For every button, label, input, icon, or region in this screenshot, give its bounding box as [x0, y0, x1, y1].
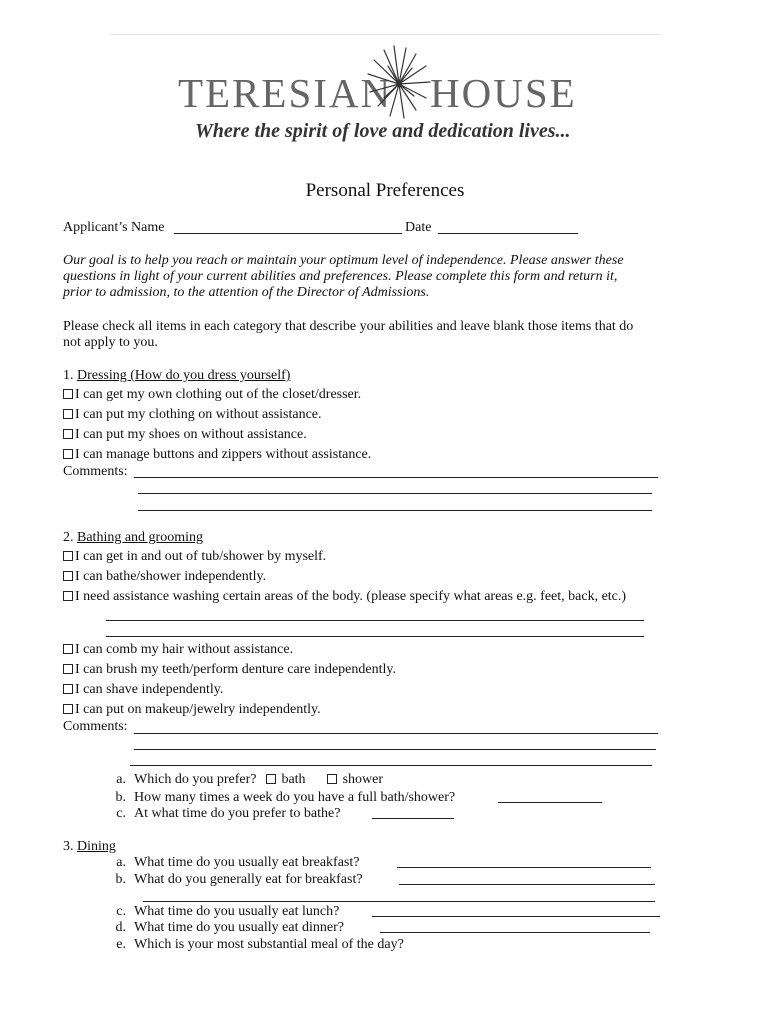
dressing-item-label: I can put my clothing on without assistance. [75, 407, 322, 422]
dining-section-number: 3. [63, 839, 74, 854]
grooming-item-label: I can put on makeup/jewelry independently. [75, 702, 321, 717]
checkbox[interactable] [63, 591, 73, 601]
checkbox[interactable] [63, 409, 73, 419]
shower-checkbox[interactable] [327, 774, 337, 784]
dressing-item[interactable] [63, 406, 322, 423]
dining-question [108, 871, 363, 888]
dressing-section-number: 1. [63, 368, 74, 383]
grooming-item[interactable] [63, 641, 293, 658]
grooming-item-label: I can comb my hair without assistance. [75, 642, 294, 657]
question-text: How many times a week do you have a full bath/shower? [134, 790, 456, 805]
bathing-item-label: I can get in and out of tub/shower by myself. [75, 549, 327, 564]
applicant-name-label: Applicant’s Name [63, 220, 165, 235]
pine-branch-icon [364, 44, 434, 124]
question-label: b. [115, 872, 126, 887]
checkbox[interactable] [63, 644, 73, 654]
logo-word-house: HOUSE [430, 70, 577, 116]
tagline: Where the spirit of love and dedication lives... [195, 120, 571, 142]
breakfast-food-field-2[interactable] [143, 901, 655, 902]
assistance-areas-line-2[interactable] [106, 636, 644, 637]
dining-question [108, 919, 344, 936]
question-text: Which do you prefer? [134, 772, 257, 787]
dressing-item[interactable] [63, 386, 361, 403]
bathing-comments-label: Comments: [63, 719, 128, 734]
bathing-heading-text: Bathing and grooming [77, 530, 203, 545]
checkbox[interactable] [63, 684, 73, 694]
question-text: What time do you usually eat dinner? [134, 920, 344, 935]
question-label: b. [115, 790, 126, 805]
bathing-section-number: 2. [63, 530, 74, 545]
bathing-item-label: I can bathe/shower independently. [75, 569, 267, 584]
shower-option-label: shower [342, 772, 383, 787]
dinner-time-field[interactable] [380, 932, 650, 933]
instructions-line-1: Please check all items in each category that describe your abilities and leave blank those items that do [63, 319, 634, 334]
question-label: a. [116, 855, 126, 870]
question-label: c. [116, 806, 126, 821]
dressing-item[interactable] [63, 446, 371, 463]
dressing-comments-line-1[interactable] [134, 477, 658, 478]
dining-heading-text: Dining [77, 839, 116, 854]
question-label: c. [116, 904, 126, 919]
instructions-line-2: not apply to you. [63, 335, 158, 350]
logo-word-teresian: TERESIAN [178, 70, 393, 116]
bathing-item-label: I need assistance washing certain areas of the body. (please specify what areas e.g. feet, back, etc.) [75, 589, 627, 604]
dressing-item-label: I can put my shoes on without assistance. [75, 427, 307, 442]
bath-checkbox[interactable] [266, 774, 276, 784]
dining-question [108, 903, 339, 920]
checkbox[interactable] [63, 664, 73, 674]
dining-question [108, 854, 359, 871]
bath-frequency-question [108, 789, 455, 806]
intro-line-3: prior to admission, to the attention of the Director of Admissions. [63, 285, 430, 300]
breakfast-food-field-1[interactable] [399, 884, 655, 885]
bath-option-label: bath [281, 772, 306, 787]
dressing-item[interactable] [63, 426, 307, 443]
bath-frequency-field[interactable] [498, 802, 602, 803]
bath-time-question [108, 805, 340, 822]
question-label: e. [116, 937, 126, 952]
bathing-item[interactable] [63, 588, 626, 605]
lunch-time-field[interactable] [372, 916, 660, 917]
question-label: d. [115, 920, 126, 935]
intro-line-1: Our goal is to help you reach or maintain your optimum level of independence. Please answer these [63, 253, 624, 268]
dressing-heading-text: Dressing (How do you dress yourself) [77, 368, 291, 383]
form-title: Personal Preferences [305, 180, 465, 201]
checkbox[interactable] [63, 449, 73, 459]
breakfast-time-field[interactable] [397, 867, 651, 868]
checkbox[interactable] [63, 429, 73, 439]
bath-time-field[interactable] [372, 818, 454, 819]
bath-preference-question [108, 771, 383, 788]
date-field[interactable] [438, 233, 578, 234]
grooming-item-label: I can shave independently. [75, 682, 224, 697]
date-label: Date [405, 220, 432, 235]
bathing-comments-line-1[interactable] [134, 733, 658, 734]
bathing-item[interactable] [63, 548, 326, 565]
dressing-comments-line-2[interactable] [138, 493, 652, 494]
question-text: What time do you usually eat breakfast? [134, 855, 360, 870]
grooming-item[interactable] [63, 661, 396, 678]
bathing-comments-line-2[interactable] [134, 749, 656, 750]
dining-section-heading [63, 838, 116, 855]
bathing-item[interactable] [63, 568, 266, 585]
dressing-comments-label: Comments: [63, 464, 128, 479]
dressing-section-heading [63, 367, 290, 384]
question-text: What do you generally eat for breakfast? [134, 872, 363, 887]
assistance-areas-line-1[interactable] [106, 620, 644, 621]
applicant-name-field[interactable] [174, 233, 402, 234]
question-text: What time do you usually eat lunch? [134, 904, 340, 919]
dressing-item-label: I can manage buttons and zippers without assistance. [75, 447, 372, 462]
grooming-item[interactable] [63, 701, 321, 718]
bathing-section-heading [63, 529, 203, 546]
intro-line-2: questions in light of your current abilities and preferences. Please complete this form and return it, [63, 269, 618, 284]
grooming-item[interactable] [63, 681, 223, 698]
checkbox[interactable] [63, 704, 73, 714]
teresian-house-logo [178, 66, 598, 126]
top-divider [110, 34, 660, 35]
dining-question [108, 936, 404, 953]
dressing-item-label: I can get my own clothing out of the closet/dresser. [75, 387, 362, 402]
dressing-comments-line-3[interactable] [138, 510, 652, 511]
question-text: Which is your most substantial meal of the day? [134, 937, 404, 952]
checkbox[interactable] [63, 571, 73, 581]
checkbox[interactable] [63, 551, 73, 561]
question-label: a. [116, 772, 126, 787]
bathing-comments-line-3[interactable] [130, 765, 652, 766]
question-text: At what time do you prefer to bathe? [134, 806, 341, 821]
grooming-item-label: I can brush my teeth/perform denture care independently. [75, 662, 396, 677]
checkbox[interactable] [63, 389, 73, 399]
